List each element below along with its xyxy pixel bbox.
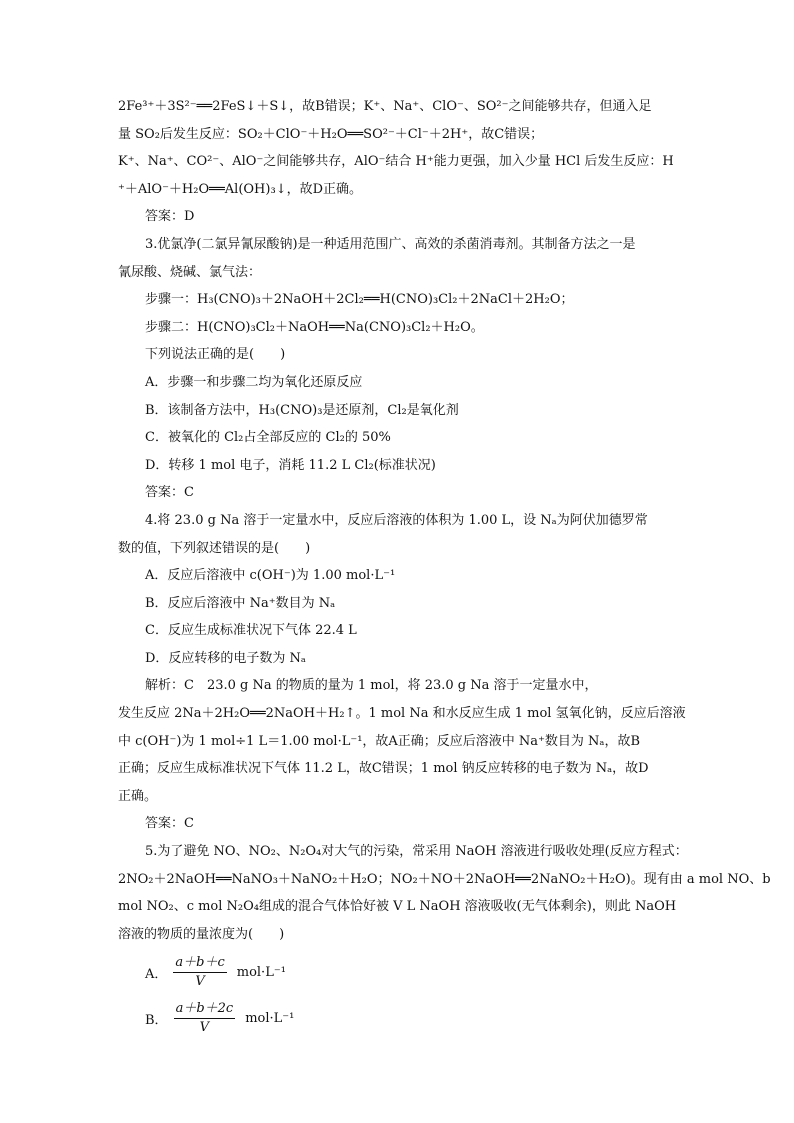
option-label: A．: [145, 966, 168, 982]
unit-text: mol·L⁻¹: [236, 964, 286, 980]
option-label: B．: [145, 1012, 168, 1028]
text-line: 下列说法正确的是( ): [145, 347, 286, 363]
fraction-denominator: V: [195, 973, 205, 989]
text-line: 步骤二：H(CNO)₃Cl₂＋NaOH══Na(CNO)₃Cl₂＋H₂O。: [145, 319, 484, 335]
text-line: A．反应后溶液中 c(OH⁻)为 1.00 mol·L⁻¹: [145, 568, 396, 584]
text-line: 2NO₂＋2NaOH══NaNO₃＋NaNO₂＋H₂O；NO₂＋NO＋2NaOH══2NaNO₂＋H₂O)。现有由 a mol NO、b: [118, 871, 771, 887]
text-line: 步骤一：H₃(CNO)₃＋2NaOH＋2Cl₂══H(CNO)₃Cl₂＋2NaCl＋2H₂O；: [145, 292, 574, 308]
unit-text: mol·L⁻¹: [245, 1010, 295, 1026]
text-line: D．反应转移的电子数为 Nₐ: [145, 650, 306, 666]
text-line: B．反应后溶液中 Na⁺数目为 Nₐ: [145, 595, 336, 611]
text-line: K⁺、Na⁺、CO²⁻、AlO⁻之间能够共存，AlO⁻结合 H⁺能力更强，加入少量 HCl 后发生反应：H: [118, 154, 674, 170]
text-line: 答案：C: [145, 485, 194, 501]
text-line: 正确。: [118, 788, 158, 804]
text-line: 3.优氯净(二氯异氰尿酸钠)是一种适用范围广、高效的杀菌消毒剂。其制备方法之一是: [145, 236, 636, 252]
answer-option: [118, 950, 692, 994]
text-line: mol NO₂、c mol N₂O₄组成的混合气体恰好被 V L NaOH 溶液吸收(无气体剩余)，则此 NaOH: [118, 899, 677, 915]
text-line: ⁺＋AlO⁻＋H₂O══Al(OH)₃↓，故D正确。: [118, 181, 362, 197]
text-line: 2Fe³⁺＋3S²⁻══2FeS↓＋S↓，故B错误；K⁺、Na⁺、ClO⁻、SO²⁻之间能够共存，但通入足: [118, 99, 652, 114]
text-line: 溶液的物质的量浓度为( ): [118, 926, 285, 942]
text-line: 量 SO₂后发生反应：SO₂＋ClO⁻＋H₂O══SO²⁻＋Cl⁻＋2H⁺，故C错误；: [118, 126, 544, 142]
text-line: 答案：D: [145, 209, 195, 225]
document-body: [118, 93, 771, 1040]
text-line: 氰尿酸、烧碱、氯气法：: [118, 264, 262, 280]
fraction: [174, 1001, 236, 1036]
text-line: 解析：C 23.0 g Na 的物质的量为 1 mol，将 23.0 g Na 溶于一定量水中，: [145, 678, 598, 694]
text-line: C．反应生成标准状况下气体 22.4 L: [145, 623, 357, 639]
text-line: 中 c(OH⁻)为 1 mol÷1 L＝1.00 mol·L⁻¹，故A正确；反应后溶液中 Na⁺数目为 Nₐ，故B: [118, 733, 640, 749]
text-line: 4.将 23.0 g Na 溶于一定量水中，反应后溶液的体积为 1.00 L，设 Nₐ为阿伏加德罗常: [145, 512, 648, 528]
text-line: 发生反应 2Na＋2H₂O══2NaOH＋H₂↑。1 mol Na 和水反应生成 1 mol 氢氧化钠，反应后溶液: [118, 706, 686, 722]
answer-option: [118, 996, 692, 1040]
text-line: 答案：C: [145, 816, 194, 832]
text-line: A．步骤一和步骤二均为氧化还原反应: [145, 374, 363, 390]
text-line: C．被氧化的 Cl₂占全部反应的 Cl₂的 50%: [145, 430, 391, 446]
text-line: 5.为了避免 NO、NO₂、N₂O₄对大气的污染，常采用 NaOH 溶液进行吸收处理(反应方程式：: [145, 844, 688, 860]
text-line: 正确；反应生成标准状况下气体 11.2 L，故C错误；1 mol 钠反应转移的电子数为 Nₐ，故D: [118, 761, 649, 777]
text-line: 数的值，下列叙述错误的是( ): [118, 540, 311, 556]
fraction-numerator: a＋b＋c: [173, 955, 226, 973]
text-line: D．转移 1 mol 电子，消耗 11.2 L Cl₂(标准状况): [145, 457, 436, 473]
text-line: B．该制备方法中，H₃(CNO)₃是还原剂，Cl₂是氧化剂: [145, 402, 459, 418]
fraction-numerator: a＋b＋2c: [174, 1001, 236, 1019]
fraction-denominator: V: [199, 1019, 210, 1035]
fraction: [173, 955, 226, 990]
